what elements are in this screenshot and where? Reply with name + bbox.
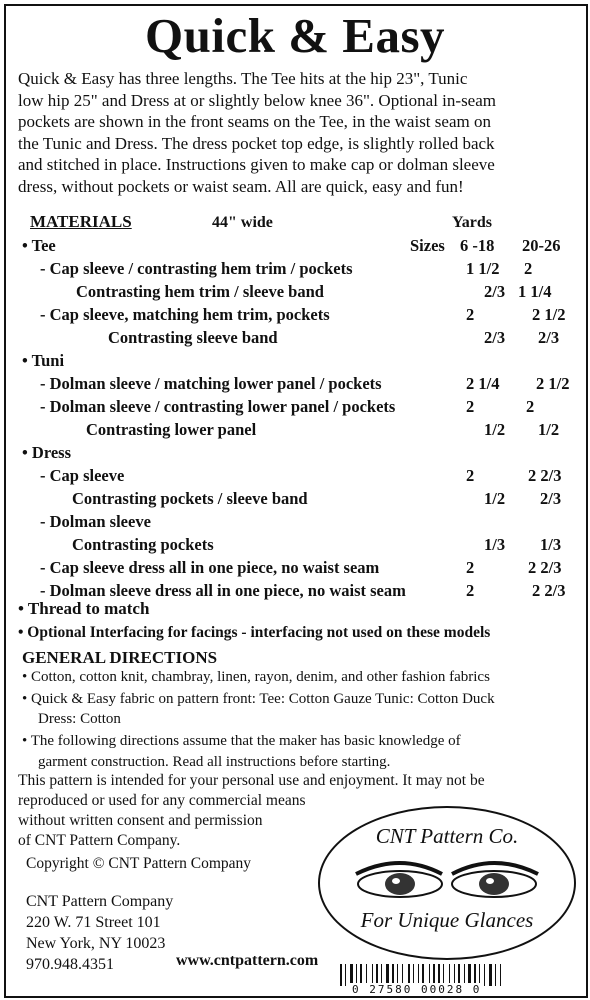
material-row-label: - Cap sleeve xyxy=(40,466,125,485)
yardage-small: 2 xyxy=(466,305,475,324)
yardage-large: 2 2/3 xyxy=(532,581,566,600)
yardage-large: 1/2 xyxy=(538,420,560,439)
company-seal-logo xyxy=(318,806,576,960)
intro-line: dress, without pockets or waist seam. All are quick, easy and fun! xyxy=(18,176,464,196)
address-line: CNT Pattern Company xyxy=(26,893,174,910)
notice-line: reproduced or used for any commercial means xyxy=(18,792,306,809)
direction-1: • Cotton, cotton knit, chambray, linen, rayon, denim, and other fashion fabrics xyxy=(22,669,490,685)
fabric-width: 44" wide xyxy=(212,214,273,231)
yardage-small: 2/3 xyxy=(484,282,506,301)
website-link[interactable]: www.cntpattern.com xyxy=(176,952,319,969)
material-row-label: - Cap sleeve, matching hem trim, pockets xyxy=(40,305,330,324)
yardage-small: 2 1/4 xyxy=(466,374,500,393)
material-row-label: • Tee xyxy=(22,236,56,255)
yardage-large: 2 xyxy=(524,259,533,278)
material-row-label: - Dolman sleeve / matching lower panel / pockets xyxy=(40,374,382,393)
optional-text: Interfacing for facings - interfacing not used on these models xyxy=(89,624,491,641)
material-row-label: - Dolman sleeve dress all in one piece, no waist seam xyxy=(40,581,406,600)
intro-line: low hip 25" and Dress at or slightly below knee 36". Optional in-seam xyxy=(18,90,496,110)
barcode-number: 0 27580 00028 0 xyxy=(352,983,482,996)
address-line: New York, NY 10023 xyxy=(26,935,166,952)
material-row-label: • Tuni xyxy=(22,351,65,370)
material-row-label: Contrasting lower panel xyxy=(86,420,257,439)
material-row-label: - Cap sleeve / contrasting hem trim / pockets xyxy=(40,259,353,278)
material-row-label: Contrasting hem trim / sleeve band xyxy=(76,282,324,301)
direction-3-cont: garment construction. Read all instructions before starting. xyxy=(38,754,391,770)
optional-item xyxy=(18,624,490,642)
yardage-large: 2/3 xyxy=(540,489,562,508)
intro-line: pockets are shown in the front seams on the Tee, in the waist seam on xyxy=(18,112,491,132)
material-row-label: - Dolman sleeve xyxy=(40,512,151,531)
intro-paragraph xyxy=(18,68,580,198)
material-row-label: • Dress xyxy=(22,443,72,462)
yardage-small: 2 xyxy=(466,397,475,416)
yardage-large: 1 1/4 xyxy=(518,282,552,301)
material-row-label: - Cap sleeve dress all in one piece, no waist seam xyxy=(40,558,380,577)
size-range-b: 20-26 xyxy=(522,236,561,255)
size-range-a: 6 -18 xyxy=(460,236,495,255)
yardage-small: 2/3 xyxy=(484,328,506,347)
eyes-illustration xyxy=(342,854,552,910)
direction-2-cont: Dress: Cotton xyxy=(38,711,121,727)
address-line: 220 W. 71 Street 101 xyxy=(26,914,161,931)
sizes-label: Sizes xyxy=(410,236,445,255)
yardage-small: 2 xyxy=(466,558,475,577)
direction-2: • Quick & Easy fabric on pattern front: Tee: Cotton Gauze Tunic: Cotton Duck xyxy=(22,691,495,707)
yardage-small: 1/2 xyxy=(484,420,506,439)
yardage-large: 2/3 xyxy=(538,328,560,347)
copyright: Copyright © CNT Pattern Company xyxy=(26,855,252,872)
yardage-small: 2 xyxy=(466,581,475,600)
thread-item: • Thread to match xyxy=(18,599,150,618)
intro-line: Quick & Easy has three lengths. The Tee hits at the hip 23", Tunic xyxy=(18,69,468,88)
yardage-large: 1/3 xyxy=(540,535,562,554)
material-row-label: - Dolman sleeve / contrasting lower panel / pockets xyxy=(40,397,396,416)
seal-top-text: CNT Pattern Co. xyxy=(375,824,519,848)
notice-line: This pattern is intended for your personal use and enjoyment. It may not be xyxy=(18,772,485,789)
yardage-small: 1 1/2 xyxy=(466,259,500,278)
material-row-label: Contrasting pockets / sleeve band xyxy=(72,489,308,508)
optional-lead: • Optional xyxy=(18,624,86,641)
intro-line: and stitched in place. Instructions given to make cap or dolman sleeve xyxy=(18,155,495,175)
yardage-small: 1/3 xyxy=(484,535,506,554)
yardage-large: 2 2/3 xyxy=(528,558,562,577)
yardage-large: 2 2/3 xyxy=(528,466,562,485)
notice-line: without written consent and permission xyxy=(18,812,263,829)
intro-line: the Tunic and Dress. The dress pocket top edge, is slightly rolled back xyxy=(18,133,495,153)
notice-line: of CNT Pattern Company. xyxy=(18,832,181,849)
page-title: Quick & Easy xyxy=(144,8,446,63)
general-heading: GENERAL DIRECTIONS xyxy=(22,648,218,667)
seal-bottom-text: For Unique Glances xyxy=(360,908,534,932)
material-row-label: Contrasting pockets xyxy=(72,535,214,554)
yardage-large: 2 1/2 xyxy=(532,305,566,324)
yards-label: Yards xyxy=(452,214,493,231)
materials-heading: MATERIALS xyxy=(30,212,132,231)
yardage-small: 1/2 xyxy=(484,489,506,508)
phone: 970.948.4351 xyxy=(26,956,114,973)
yardage-large: 2 1/2 xyxy=(536,374,570,393)
direction-3: • The following directions assume that the maker has basic knowledge of xyxy=(22,733,461,749)
yardage-small: 2 xyxy=(466,466,475,485)
material-row-label: Contrasting sleeve band xyxy=(108,328,278,347)
yardage-large: 2 xyxy=(526,397,535,416)
